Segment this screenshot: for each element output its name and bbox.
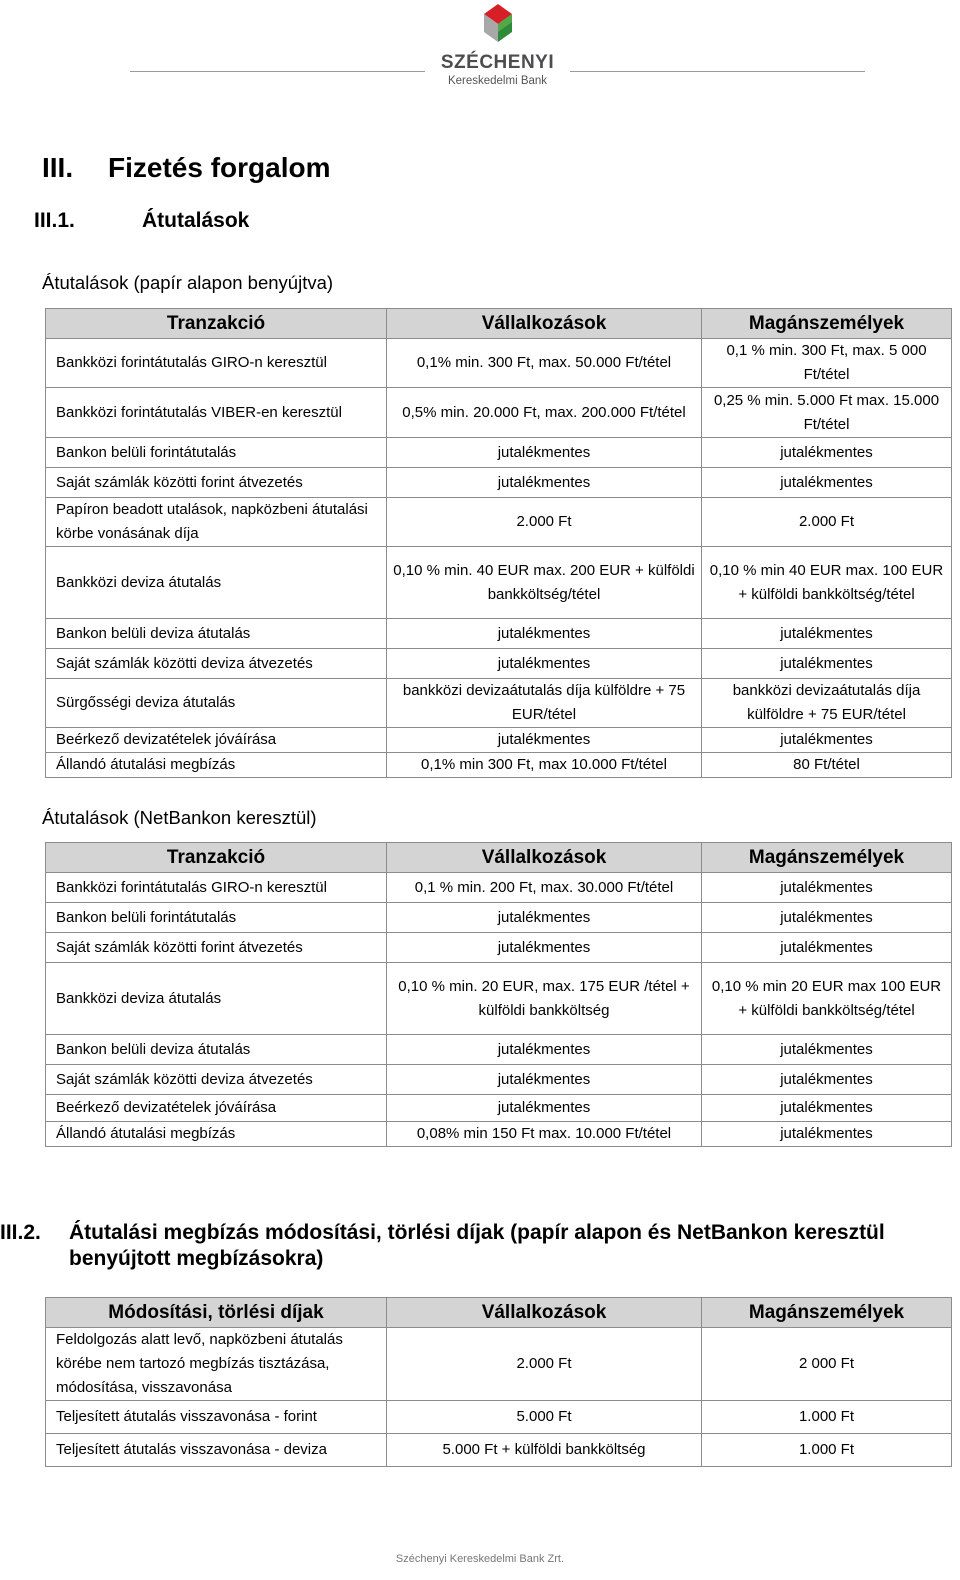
table-row — [46, 728, 952, 753]
transaction-cell: Saját számlák közötti deviza átvezetés — [46, 649, 387, 679]
business-fee-cell: 2.000 Ft — [387, 498, 702, 547]
brand-block — [425, 52, 570, 88]
transaction-cell: Saját számlák közötti forint átvezetés — [46, 933, 387, 963]
table-row — [46, 1035, 952, 1065]
transaction-cell: Feldolgozás alatt levő, napközbeni átutalás körébe nem tartozó megbízás tisztázása, módosítása, visszavonása — [46, 1328, 387, 1401]
private-fee-cell: 0,10 % min 20 EUR max 100 EUR + külföldi bankköltség/tétel — [702, 963, 952, 1035]
business-fee-cell: 5.000 Ft — [387, 1401, 702, 1434]
business-fee-cell: jutalékmentes — [387, 649, 702, 679]
column-header: Módosítási, törlési díjak — [46, 1298, 387, 1328]
transaction-cell: Bankon belüli deviza átutalás — [46, 619, 387, 649]
transaction-cell: Bankon belüli deviza átutalás — [46, 1035, 387, 1065]
private-fee-cell: 0,25 % min. 5.000 Ft max. 15.000 Ft/tétel — [702, 388, 952, 438]
transaction-cell: Állandó átutalási megbízás — [46, 753, 387, 778]
business-fee-cell: jutalékmentes — [387, 1065, 702, 1095]
transaction-cell: Állandó átutalási megbízás — [46, 1122, 387, 1147]
business-fee-cell: jutalékmentes — [387, 728, 702, 753]
table-row — [46, 679, 952, 728]
business-fee-cell: 0,1% min 300 Ft, max 10.000 Ft/tétel — [387, 753, 702, 778]
private-fee-cell: jutalékmentes — [702, 1095, 952, 1122]
brand-subtitle: Kereskedelmi Bank — [447, 75, 548, 87]
private-fee-cell: jutalékmentes — [702, 619, 952, 649]
private-fee-cell: jutalékmentes — [702, 468, 952, 498]
table-row — [46, 963, 952, 1035]
business-fee-cell: jutalékmentes — [387, 1035, 702, 1065]
table-row — [46, 873, 952, 903]
subsection-number: III.1. — [34, 209, 75, 232]
section-title: Fizetés forgalom — [108, 152, 331, 183]
table-row — [46, 1122, 952, 1147]
transaction-cell: Bankközi forintátutalás GIRO-n keresztül — [46, 339, 387, 388]
brand-name: SZÉCHENYI — [440, 52, 555, 73]
transaction-cell: Beérkező devizatételek jóváírása — [46, 728, 387, 753]
table-row — [46, 547, 952, 619]
private-fee-cell: jutalékmentes — [702, 649, 952, 679]
column-header: Vállalkozások — [387, 843, 702, 873]
table-row — [46, 438, 952, 468]
transaction-cell: Sürgősségi deviza átutalás — [46, 679, 387, 728]
private-fee-cell: jutalékmentes — [702, 933, 952, 963]
transaction-cell: Bankközi deviza átutalás — [46, 963, 387, 1035]
table-row — [46, 933, 952, 963]
business-fee-cell: jutalékmentes — [387, 619, 702, 649]
bank-logo-icon — [480, 4, 516, 48]
section-heading — [42, 150, 330, 186]
table-row — [46, 1065, 952, 1095]
private-fee-cell: jutalékmentes — [702, 903, 952, 933]
business-fee-cell: 0,10 % min. 40 EUR max. 200 EUR + külföldi bankköltség/tétel — [387, 547, 702, 619]
business-fee-cell: 0,5% min. 20.000 Ft, max. 200.000 Ft/tétel — [387, 388, 702, 438]
transaction-cell: Saját számlák közötti deviza átvezetés — [46, 1065, 387, 1095]
column-header: Vállalkozások — [387, 309, 702, 339]
header-rule-left — [130, 71, 425, 72]
header-rule-right — [570, 71, 865, 72]
table-row — [46, 339, 952, 388]
private-fee-cell: jutalékmentes — [702, 1065, 952, 1095]
table-row — [46, 1095, 952, 1122]
table-row — [46, 1328, 952, 1401]
private-fee-cell: jutalékmentes — [702, 728, 952, 753]
business-fee-cell: 5.000 Ft + külföldi bankköltség — [387, 1434, 702, 1467]
table-row — [46, 649, 952, 679]
modification-fees-table — [45, 1297, 952, 1467]
subsection2-title: Átutalási megbízás módosítási, törlési díjak (papír alapon és NetBankon keresztül benyújtott megbízásokra) — [69, 1221, 885, 1270]
transaction-cell: Bankon belüli forintátutalás — [46, 438, 387, 468]
table-header-row — [46, 1298, 952, 1328]
column-header: Vállalkozások — [387, 1298, 702, 1328]
business-fee-cell: 0,1 % min. 200 Ft, max. 30.000 Ft/tétel — [387, 873, 702, 903]
private-fee-cell: 2.000 Ft — [702, 498, 952, 547]
private-fee-cell: jutalékmentes — [702, 438, 952, 468]
subsection-heading — [34, 207, 249, 235]
transaction-cell: Saját számlák közötti forint átvezetés — [46, 468, 387, 498]
private-fee-cell: jutalékmentes — [702, 873, 952, 903]
section-number: III. — [42, 152, 74, 183]
private-fee-cell: bankközi devizaátutalás díja külföldre + 75 EUR/tétel — [702, 679, 952, 728]
column-header: Tranzakció — [46, 309, 387, 339]
business-fee-cell: jutalékmentes — [387, 903, 702, 933]
table-header-row — [46, 843, 952, 873]
private-fee-cell: jutalékmentes — [702, 1035, 952, 1065]
table-row — [46, 388, 952, 438]
private-fee-cell: jutalékmentes — [702, 1122, 952, 1147]
table-row — [46, 903, 952, 933]
column-header: Magánszemélyek — [702, 843, 952, 873]
column-header: Magánszemélyek — [702, 1298, 952, 1328]
transaction-cell: Bankon belüli forintátutalás — [46, 903, 387, 933]
subsection-title: Átutalások — [142, 209, 250, 232]
table-row — [46, 1434, 952, 1467]
column-header: Magánszemélyek — [702, 309, 952, 339]
page-header — [0, 0, 960, 100]
page-footer: Széchenyi Kereskedelmi Bank Zrt. — [395, 1553, 565, 1565]
netbank-transfers-table — [45, 842, 952, 1147]
transaction-cell: Teljesített átutalás visszavonása - forint — [46, 1401, 387, 1434]
paper-transfers-title: Átutalások (papír alapon benyújtva) — [42, 272, 334, 293]
subsection2-number: III.2. — [0, 1221, 41, 1244]
transaction-cell: Bankközi deviza átutalás — [46, 547, 387, 619]
paper-transfers-table — [45, 308, 952, 778]
private-fee-cell: 1.000 Ft — [702, 1434, 952, 1467]
table-header-row — [46, 309, 952, 339]
business-fee-cell: jutalékmentes — [387, 1095, 702, 1122]
private-fee-cell: 0,1 % min. 300 Ft, max. 5 000 Ft/tétel — [702, 339, 952, 388]
transaction-cell: Bankközi forintátutalás GIRO-n keresztül — [46, 873, 387, 903]
transaction-cell: Bankközi forintátutalás VIBER-en keresztül — [46, 388, 387, 438]
table-row — [46, 468, 952, 498]
table-row — [46, 1401, 952, 1434]
private-fee-cell: 80 Ft/tétel — [702, 753, 952, 778]
table-row — [46, 753, 952, 778]
business-fee-cell: 2.000 Ft — [387, 1328, 702, 1401]
private-fee-cell: 1.000 Ft — [702, 1401, 952, 1434]
business-fee-cell: jutalékmentes — [387, 438, 702, 468]
private-fee-cell: 2 000 Ft — [702, 1328, 952, 1401]
business-fee-cell: jutalékmentes — [387, 468, 702, 498]
business-fee-cell: 0,10 % min. 20 EUR, max. 175 EUR /tétel + külföldi bankköltség — [387, 963, 702, 1035]
transaction-cell: Beérkező devizatételek jóváírása — [46, 1095, 387, 1122]
table-row — [46, 498, 952, 547]
business-fee-cell: bankközi devizaátutalás díja külföldre + 75 EUR/tétel — [387, 679, 702, 728]
transaction-cell: Papíron beadott utalások, napközbeni átutalási körbe vonásának díja — [46, 498, 387, 547]
transaction-cell: Teljesített átutalás visszavonása - deviza — [46, 1434, 387, 1467]
column-header: Tranzakció — [46, 843, 387, 873]
netbank-transfers-title: Átutalások (NetBankon keresztül) — [42, 807, 317, 828]
private-fee-cell: 0,10 % min 40 EUR max. 100 EUR + külföldi bankköltség/tétel — [702, 547, 952, 619]
business-fee-cell: 0,08% min 150 Ft max. 10.000 Ft/tétel — [387, 1122, 702, 1147]
business-fee-cell: jutalékmentes — [387, 933, 702, 963]
table-row — [46, 619, 952, 649]
business-fee-cell: 0,1% min. 300 Ft, max. 50.000 Ft/tétel — [387, 339, 702, 388]
